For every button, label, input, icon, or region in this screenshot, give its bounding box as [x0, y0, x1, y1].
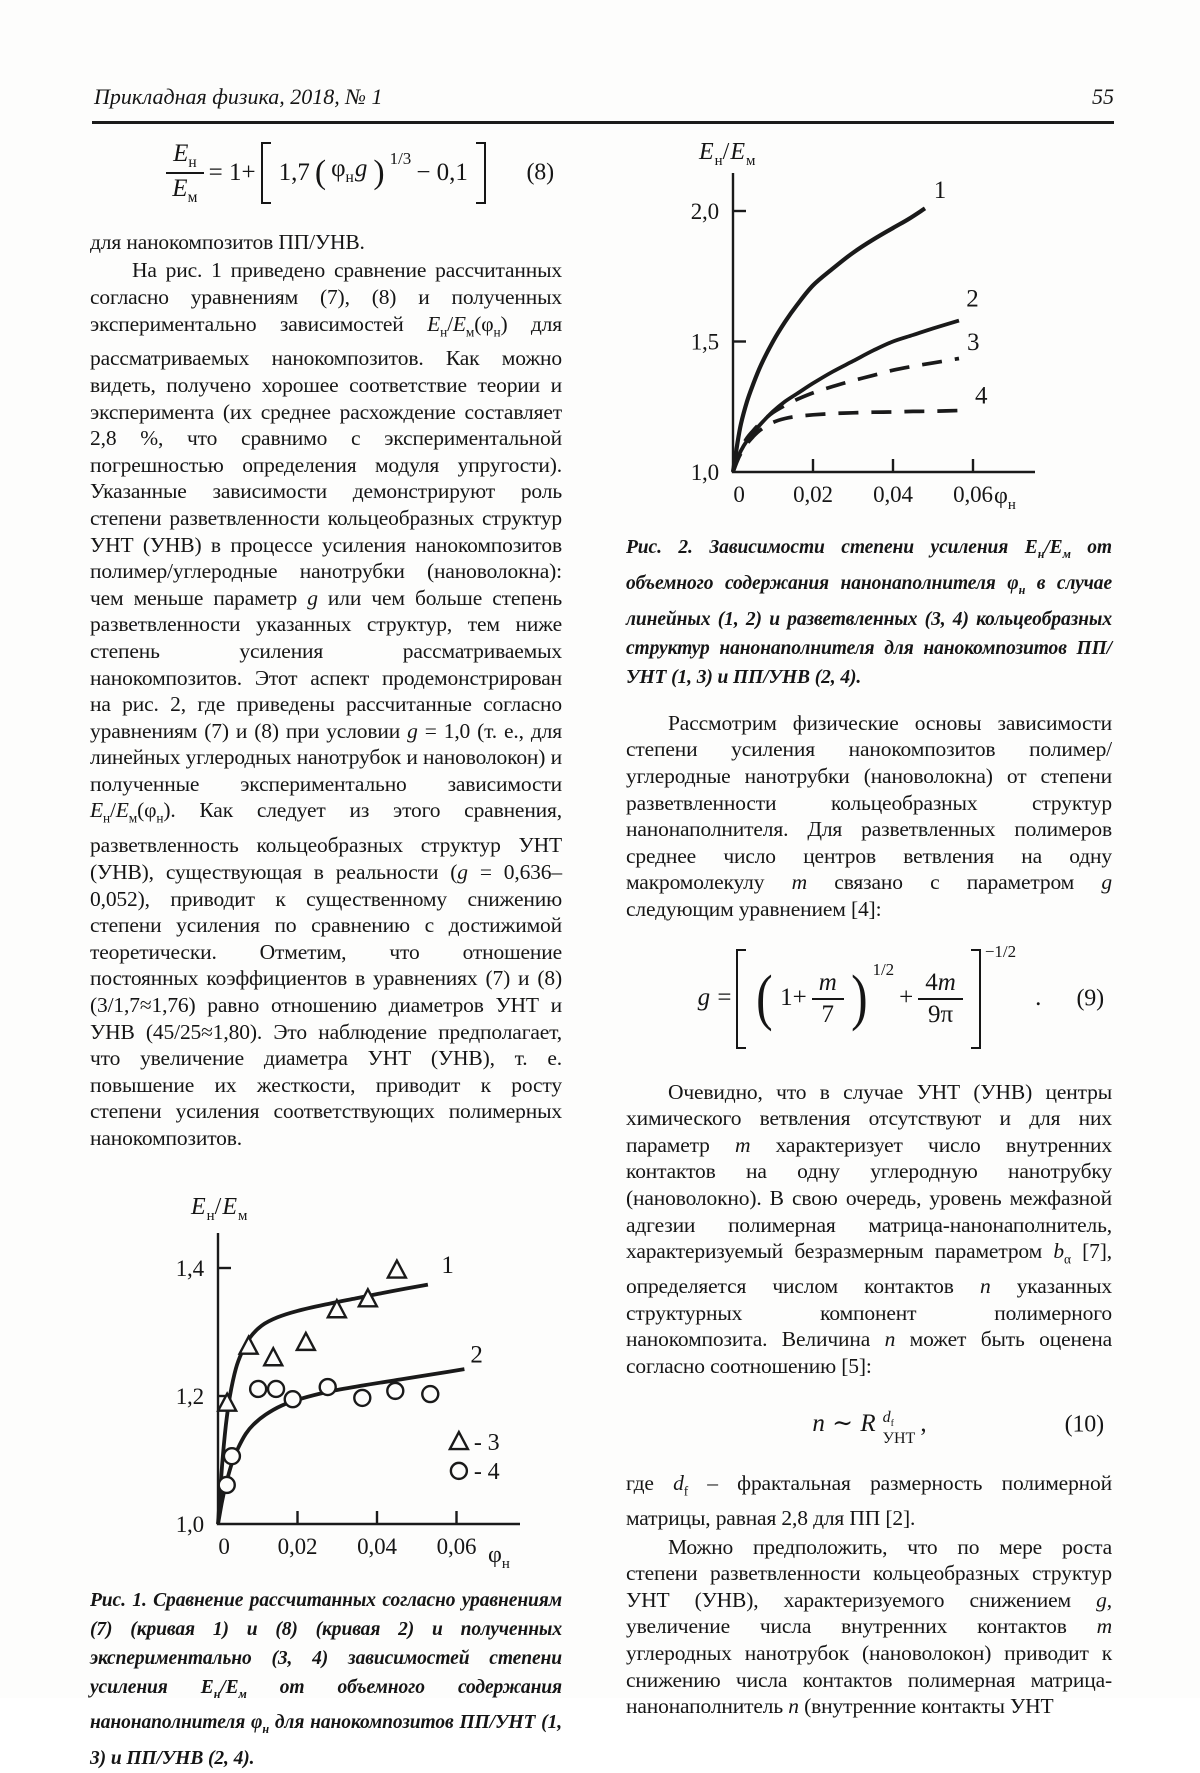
figure-2 — [626, 127, 1112, 523]
fraction-4m-9pi: $\frac{4m}{9\pi}$ — [918, 969, 963, 1029]
x-tick-label: 0,04 — [873, 482, 913, 507]
figure-1-caption: Рис. 1. Сравнение рассчитанных согласно уравнениям (7) (кривая 1) и (8) (кривая 2) и полученных экспериментально (3, 4) зависимостей степени усиления $E_н/E_м$ от объемного содержания нанонаполнителя $\varphi_н$ для нанокомпозитов ПП/УНТ (1, 3) и ПП/УНВ (2, 4). — [90, 1586, 562, 1773]
exponent: 1/3 — [390, 146, 412, 173]
axes — [691, 173, 1035, 507]
curve-label: 2 — [470, 1341, 482, 1368]
x-tick-label: 0,06 — [437, 1534, 477, 1559]
paragraph: Очевидно, что в случае УНТ (УНВ) центры химического ветвления отсутствуют и для них параметр m характеризует число внутренних контактов на одну углеродную нанотрубку (нановолокно). В свою очередь, уровень межфазной адгезии полимерная матрица-нанонаполнитель, характеризуемый безразмерным параметром $b_\alpha$ [7], определяется числом контактов n указанных структурных компонент полимерного нанокомпозита. Величина n может быть оценена согласно соотношению [5]: — [626, 1079, 1112, 1380]
fraction-en-em: $\frac{E_н}{E_м}$ — [166, 140, 204, 207]
circle-marker — [268, 1380, 284, 1396]
series-3 (эксперимент ПП/УНТ) — [218, 1260, 406, 1410]
left-square-bracket — [736, 949, 746, 1049]
y-tick-label: 1,0 — [691, 460, 719, 485]
equation-10-body: n ∼ R $d_f$ УНТ , — [811, 1405, 926, 1444]
equation-8-body: $\frac{E_н}{E_м}$ = 1+ 1,7 ( $\varphi_нg$ ) 1/3 − 0,1 — [166, 140, 486, 207]
circle-marker — [422, 1386, 438, 1402]
curve-label: 4 — [975, 383, 988, 410]
series-2 — [218, 1341, 483, 1523]
triangle-marker — [388, 1260, 406, 1277]
figure-2-caption: Рис. 2. Зависимости степени усиления $E_н/E_м$ от объемного содержания нанонаполнителя $\varphi_н$ в случае линейных (1, 2) и разветвленных (3, 4) кольцеобразных структур нанонаполнителя для нанокомпозитов ПП/УНТ (1, 3) и ПП/УНВ (2, 4). — [626, 533, 1112, 692]
right-square-bracket — [476, 142, 486, 204]
y-tick-label: 1,4 — [176, 1256, 205, 1281]
curve-label: 1 — [934, 177, 946, 204]
circle-marker — [387, 1382, 403, 1398]
triangle-marker — [450, 1432, 468, 1449]
paragraph: для нанокомпозитов ПП/УНВ. — [90, 229, 562, 256]
equation-9-body: g = ( 1+ $\frac{m}{7}$ ) 1/2 + $\frac{4m}{9\pi}$ −1/2 . — [697, 949, 1042, 1049]
circle-marker — [354, 1389, 370, 1405]
left-parenthesis: ( — [757, 972, 774, 1025]
circle-marker — [224, 1448, 240, 1464]
fig1-plot — [90, 1166, 562, 1578]
curve-label: 1 — [441, 1252, 453, 1279]
triangle-marker — [240, 1336, 258, 1353]
legend-label: - 4 — [474, 1458, 500, 1484]
x-tick-label: 0,02 — [793, 482, 833, 507]
fig2-x-axis-label: $\varphi_н$ — [994, 483, 1016, 518]
x-tick-label: 0 — [218, 1534, 229, 1559]
right-column — [626, 127, 1112, 1720]
triangle-marker — [297, 1332, 315, 1349]
paragraph: где $d_f$ – фрактальная размерность полимерной матрицы, равная 2,8 для ПП [2]. — [626, 1470, 1112, 1531]
y-tick-label: 1,2 — [176, 1384, 204, 1409]
curve-label: 2 — [966, 285, 978, 312]
fig1-x-axis-label: $\varphi_н$ — [488, 1542, 510, 1577]
equation-argument: $\varphi_нg$ — [331, 156, 368, 192]
figure-1 — [90, 1166, 562, 1578]
x-tick-label: 0,06 — [953, 482, 993, 507]
paragraph: Рассмотрим физические основы зависимости степени усиления нанокомпозитов полимер/углеродные нанотрубки (нановолокна) от степени разветвленности кольцеобразных структур нанонаполнителя. Для разветвленных полимеров среднее число центров ветвления на одну макромолекулу m связано с параметром g следующим уравнением [4]: — [626, 710, 1112, 923]
legend-label: - 3 — [474, 1430, 500, 1456]
y-tick-label: 2,0 — [691, 199, 719, 224]
equation-10 — [626, 1405, 1112, 1444]
series-1 — [733, 177, 946, 472]
y-tick-label: 1,5 — [691, 330, 719, 355]
equation-number: (8) — [526, 160, 554, 187]
right-square-bracket — [971, 949, 981, 1049]
equation-9 — [626, 949, 1112, 1049]
curve-label: 3 — [967, 329, 979, 356]
left-column — [90, 130, 562, 1773]
fig2-plot — [626, 127, 1112, 523]
circle-marker — [320, 1379, 336, 1395]
page-header — [94, 84, 1114, 110]
fig1-y-axis-label: $E_н/E_м$ — [190, 1194, 247, 1229]
right-parenthesis: ) — [851, 972, 868, 1025]
circle-marker — [285, 1391, 301, 1407]
x-tick-label: 0,02 — [278, 1534, 318, 1559]
inner-exponent: 1/2 — [872, 957, 894, 984]
circle-marker — [451, 1462, 467, 1478]
series-4 — [733, 383, 988, 472]
stacked-scripts: $d_f$ УНТ — [883, 1409, 916, 1448]
y-tick-label: 1,0 — [176, 1512, 204, 1537]
outer-exponent: −1/2 — [985, 939, 1016, 966]
fraction-m-7: $\frac{m}{7}$ — [812, 969, 844, 1029]
x-tick-label: 0,04 — [357, 1534, 397, 1559]
equation-8 — [90, 140, 562, 207]
paragraph: На рис. 1 приведено сравнение рассчитанных согласно уравнениям (7), (8) и полученных экспериментально зависимостей $E_н/E_м(\varphi_н)$ для рассматриваемых нанокомпозитов. Как можно видеть, получено хорошее соответствие теории и эксперимента (их среднее расхождение составляет 2,8 %, что сравнимо с экспериментальной погрешностью определения модуля упругости). Указанные зависимости демонстрируют роль степени разветвленности кольцеобразных структур УНТ (УНВ) в процессе усиления нанокомпозитов полимер/углеродные нанотрубки (нановолокна): чем меньше параметр g или чем больше степень разветвленности указанных структур, тем ниже степень усиления рассматриваемых нанокомпозитов. Этот аспект продемонстрирован на рис. 2, где приведены рассчитанные согласно уравнениям (7) и (8) при условии g = 1,0 (т. е., для линейных углеродных нанотрубок и нановолокон) и полученные экспериментально зависимости $E_н/E_м(\varphi_н)$. Как следует из этого сравнения, разветвленность кольцеобразных структур УНТ (УНВ), существующая в реальности (g = 0,636–0,052), приводит к существенному снижению степени усиления по сравнению с достижимой теоретически. Отметим, что отношение постоянных коэффициентов в уравнениях (7) и (8) (3/1,7≈1,76) равно отношению диаметров УНТ и УНВ (45/25≈1,80). Это наблюдение предполагает, что увеличение диаметра УНТ (УНВ), т. е. повышение их жесткости, приводит к росту степени усиления соответствующих полимерных нанокомпозитов. — [90, 257, 562, 1151]
page-number: 55 — [1092, 84, 1114, 110]
paragraph: Можно предположить, что по мере роста степени разветвленности кольцеобразных структур УНТ (УНВ), характеризуемого снижением g, увеличение числа внутренних контактов m углеродных нанотрубок (нановолокон) приводит к снижению числа контактов полимерная матрица-нанонаполнитель n (внутренние контакты УНТ — [626, 1534, 1112, 1720]
legend — [450, 1430, 500, 1485]
header-rule — [92, 121, 1114, 124]
equation-number: (9) — [1076, 985, 1104, 1012]
equation-number: (10) — [1065, 1411, 1104, 1438]
circle-marker — [219, 1476, 235, 1492]
series-4 (эксперимент ПП/УНВ) — [219, 1379, 439, 1493]
left-square-bracket — [261, 142, 271, 204]
fig2-y-axis-label: $E_н/E_м$ — [698, 139, 755, 174]
journal-title: Прикладная физика, 2018, № 1 — [94, 84, 382, 110]
x-tick-label: 0 — [733, 482, 744, 507]
triangle-marker — [264, 1348, 282, 1365]
series-2 — [733, 285, 979, 472]
circle-marker — [250, 1380, 266, 1396]
